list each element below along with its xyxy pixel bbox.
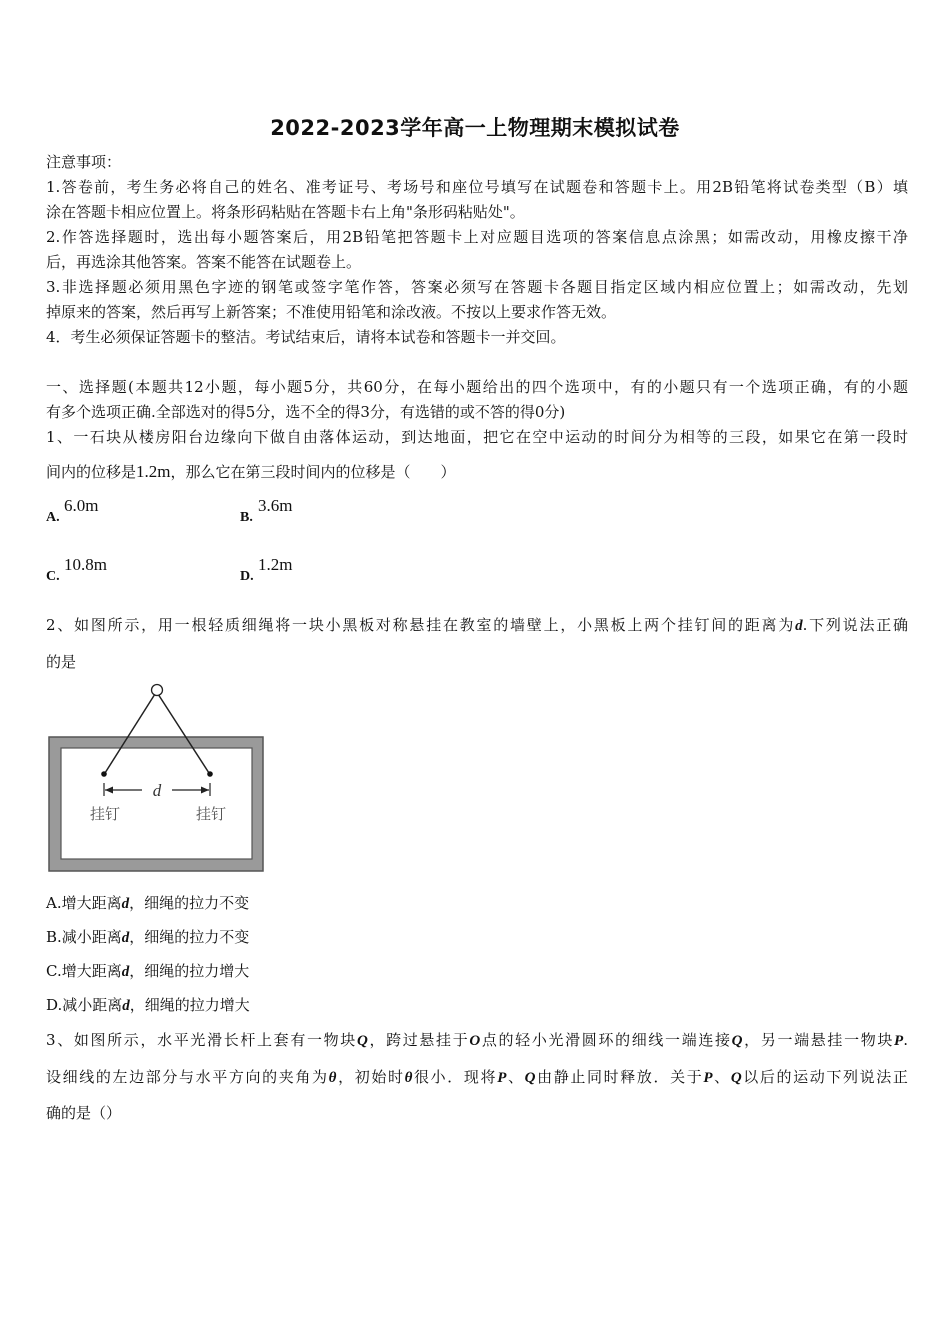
q3-stem-line-2: 设细线的左边部分与水平方向的夹角为θ，初始时θ很小．现将P、Q由静止同时释放．关于P、Q以后的运动下列说法正: [46, 1068, 908, 1086]
q2-option-d[interactable]: D.减小距离d，细绳的拉力增大: [46, 996, 250, 1014]
section1-line-1: 一、选择题(本题共12小题，每小题5分，共60分，在每小题给出的四个选项中，有的小题只有一个选项正确，有的小题: [46, 378, 908, 396]
blackboard-figure: [46, 680, 266, 875]
notice-line-5: 3.非选择题必须用黑色字迹的钢笔或签字笔作答，答案必须写在答题卡各题目指定区域内相应位置上；如需改动，先划: [46, 278, 908, 296]
q3-stem-line-1: 3、如图所示，水平光滑长杆上套有一物块Q，跨过悬挂于O点的轻小光滑圆环的细线一端连接Q，另一端悬挂一物块P.: [46, 1031, 908, 1049]
q1-stem-line-1: 1、一石块从楼房阳台边缘向下做自由落体运动，到达地面，把它在空中运动的时间分为相等的三段，如果它在第一段时: [46, 428, 908, 446]
q2-option-a[interactable]: A.增大距离d，细绳的拉力不变: [46, 894, 250, 912]
peg-label-left: 挂钉: [89, 805, 121, 823]
peg-label-right: 挂钉: [195, 805, 227, 823]
q2-stem-line-2: 的是: [46, 653, 77, 671]
peg-right-icon: [207, 771, 213, 777]
peg-left-icon: [101, 771, 107, 777]
exam-page: 2022-2023学年高一上物理期末模拟试卷 注意事项： 1.答卷前，考生务必将自己的姓名、准考证号、考场号和座位号填写在试题卷和答题卡上。用2B铅笔将试卷类型（B）填 涂在答题卡相应位置上。将条形码粘贴在答题卡右上角"条形码粘贴处"。 2.作答选择题时，选出每小题答案后，用2B铅笔把答题卡上对应题目选项的答案信息点涂黑；如需改动，用橡皮擦干净 后，再选涂其他答案。答案不能答在试题卷上。 3.非选择题必须用黑色字迹的钢笔或签字笔作答，答案必须写在答题卡各题目指定区域内相应位置上；如需改动，先划 掉原来的答案，然后再写上新答案；不准使用铅笔和涂改液。不按以上要求作答无效。 4．考生必须保证答题卡的整洁。考试结束后，请将本试卷和答题卡一并交回。 一、选择题(本题共12小题，每小题5分，共60分，在每小题给出的四个选项中，有的小题只有一个选项正确，有的小题 有多个选项正确.全部选对的得5分，选不全的得3分，有选错的或不答的得0分) 1、一石块从楼房阳台边缘向下做自由落体运动，到达地面，把它在空中运动的时间分为相等的三段，如果它在第一段时 间内的位移是1.2m，那么它在第三段时间内的位移是（ ） A. 6.0m B. 3.6m C. 10.8m D. 1.2m 2、如图所示，用一根轻质细绳将一块小黑板对称悬挂在教室的墙壁上，小黑板上两个挂钉间的距离为d.下列说法正确 的是 d 挂钉 挂钉 A.增大距离d，细绳的拉力不变 B.减小距离d，细绳的拉力不变 C.增大距离d，细绳的拉力增大 D.减小距离d，细绳的拉力增大 3、如图所示，水平光滑长杆上套有一物块Q，跨过悬挂于O点的轻小光滑圆环的细线一端连接Q，另一端悬挂一物块P. 设细线的左边部分与水平方向的夹角为θ，初始时θ很小．现将P、Q由静止同时释放．关于P、Q以后的运动下列说法正 确的是（）: [0, 0, 950, 1344]
distance-label-d: d: [152, 781, 162, 800]
notice-line-4: 后，再选涂其他答案。答案不能答在试题卷上。: [46, 253, 362, 271]
q3-stem-line-3: 确的是（）: [46, 1104, 122, 1122]
page-title: 2022-2023学年高一上物理期末模拟试卷: [270, 116, 680, 140]
notice-line-3: 2.作答选择题时，选出每小题答案后，用2B铅笔把答题卡上对应题目选项的答案信息点涂黑；如需改动，用橡皮擦干净: [46, 228, 908, 246]
hanging-nail-icon: [152, 685, 163, 696]
q2-option-c[interactable]: C.增大距离d，细绳的拉力增大: [46, 962, 250, 980]
q1-given-value: 1.2m: [136, 462, 171, 481]
notice-line-6: 掉原来的答案，然后再写上新答案；不准使用铅笔和涂改液。不按以上要求作答无效。: [46, 303, 617, 321]
q1-stem-line-2: 间内的位移是1.2m，那么它在第三段时间内的位移是（ ）: [46, 462, 456, 481]
notice-line-2: 涂在答题卡相应位置上。将条形码粘贴在答题卡右上角"条形码粘贴处"。: [46, 203, 525, 221]
section1-line-2: 有多个选项正确.全部选对的得5分，选不全的得3分，有选错的或不答的得0分): [46, 403, 566, 421]
q2-stem-line-1: 2、如图所示，用一根轻质细绳将一块小黑板对称悬挂在教室的墙壁上，小黑板上两个挂钉间的距离为d.下列说法正确: [46, 616, 908, 634]
notice-heading: 注意事项：: [46, 153, 122, 171]
q2-option-b[interactable]: B.减小距离d，细绳的拉力不变: [46, 928, 250, 946]
notice-line-7: 4．考生必须保证答题卡的整洁。考试结束后，请将本试卷和答题卡一并交回。: [46, 328, 566, 346]
notice-line-1: 1.答卷前，考生务必将自己的姓名、准考证号、考场号和座位号填写在试题卷和答题卡上。用2B铅笔将试卷类型（B）填: [46, 178, 908, 196]
blackboard-surface: [61, 748, 252, 859]
